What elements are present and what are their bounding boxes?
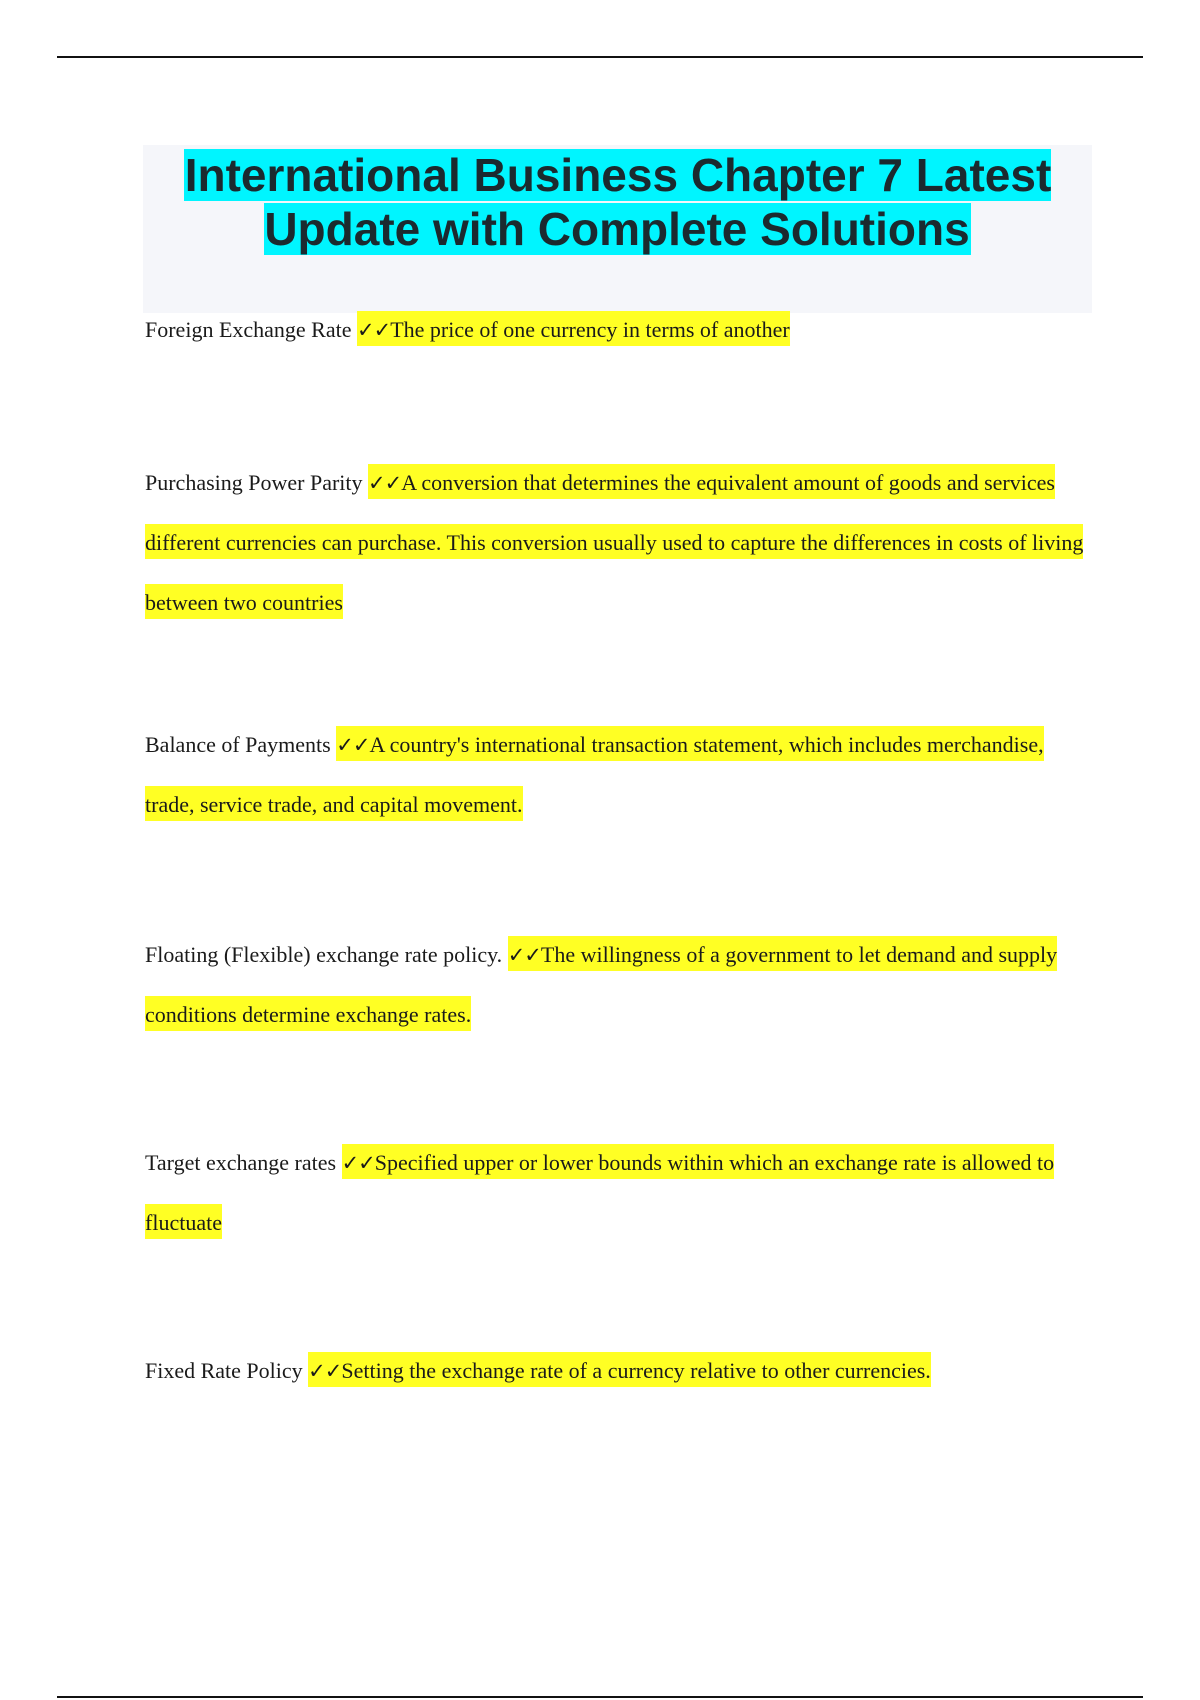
entry-definition: The willingness of a government to let demand and supply conditions determine exchange rates. (145, 942, 1058, 1027)
entry-term: Purchasing Power Parity (145, 470, 363, 495)
entry-balance-of-payments (145, 715, 1095, 835)
entry-foreign-exchange-rate (145, 300, 1095, 360)
document-title (143, 145, 1092, 256)
entry-term: Target exchange rates (145, 1150, 337, 1175)
double-check-icon: ✓✓ (357, 318, 391, 342)
double-check-icon: ✓✓ (308, 1359, 342, 1383)
entry-answer (308, 1352, 931, 1387)
entry-definition: A conversion that determines the equivalent amount of goods and services different currencies can purchase. This conversion usually used to capture the differences in costs of living between two countries (145, 470, 1084, 615)
top-rule (57, 56, 1143, 58)
double-check-icon: ✓✓ (507, 943, 541, 967)
entry-definition: Specified upper or lower bounds within which an exchange rate is allowed to fluctuate (145, 1150, 1055, 1235)
title-text: International Business Chapter 7 Latest Update with Complete Solutions (184, 149, 1052, 255)
entry-floating-exchange-rate-policy (145, 925, 1095, 1045)
double-check-icon: ✓✓ (368, 471, 402, 495)
bottom-rule (57, 1696, 1143, 1698)
entry-purchasing-power-parity (145, 453, 1095, 633)
entry-term: Balance of Payments (145, 732, 331, 757)
title-block (143, 145, 1092, 313)
entry-answer (357, 311, 790, 346)
entry-definition: A country's international transaction statement, which includes merchandise, trade, service trade, and capital movement. (145, 732, 1044, 817)
double-check-icon: ✓✓ (336, 733, 370, 757)
entry-term: Floating (Flexible) exchange rate policy. (145, 942, 503, 967)
entry-definition: The price of one currency in terms of another (390, 317, 790, 342)
entry-term: Fixed Rate Policy (145, 1358, 303, 1383)
double-check-icon: ✓✓ (341, 1151, 375, 1175)
entry-term: Foreign Exchange Rate (145, 317, 352, 342)
entry-target-exchange-rates (145, 1133, 1095, 1253)
entry-fixed-rate-policy (145, 1341, 1095, 1401)
entry-definition: Setting the exchange rate of a currency relative to other currencies. (341, 1358, 931, 1383)
